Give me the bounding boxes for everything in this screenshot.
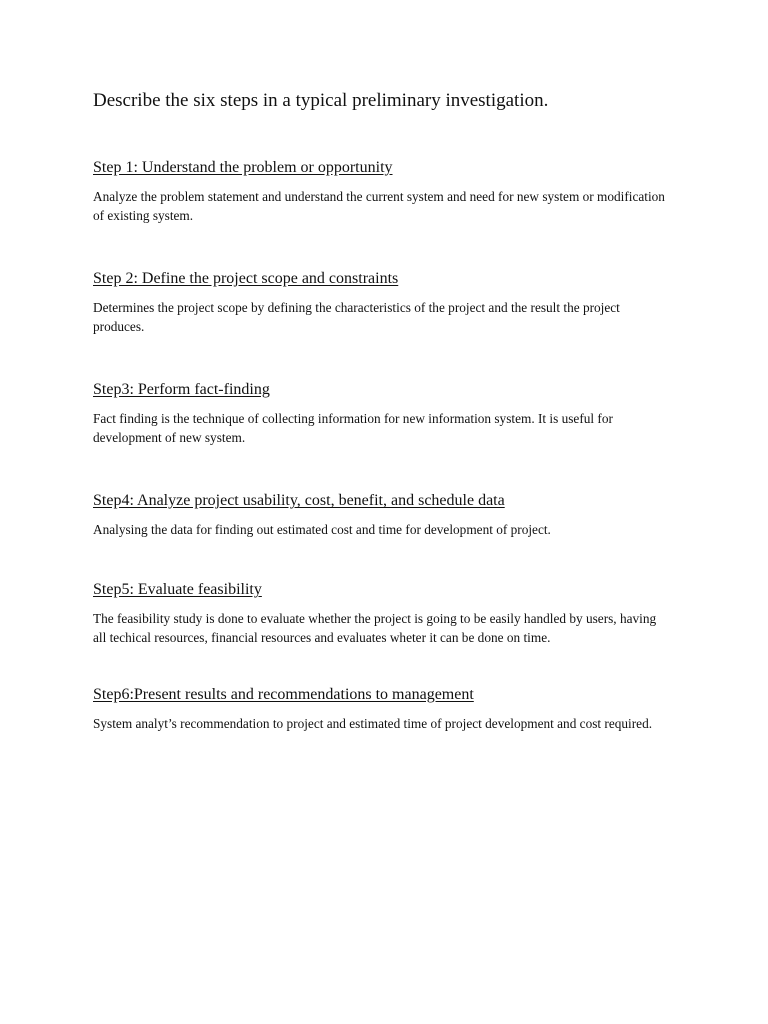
step-6-heading: Step6:Present results and recommendations to management — [93, 686, 474, 703]
step-5-body: The feasibility study is done to evaluate whether the project is going to be easily handled by users, having all techical resources, financial resources and evaluates wheter it can be done on time. — [93, 611, 657, 645]
step-2-heading: Step 2: Define the project scope and constraints — [93, 270, 399, 287]
step-4-section — [93, 491, 673, 539]
step-6-section — [93, 685, 673, 733]
document-title: Describe the six steps in a typical preliminary investigation. — [93, 90, 549, 111]
document-page — [93, 88, 673, 733]
step-1-heading: Step 1: Understand the problem or opportunity — [93, 159, 393, 176]
step-1-section — [93, 158, 673, 225]
step-2-section — [93, 269, 673, 336]
step-2-body: Determines the project scope by defining the characteristics of the project and the result the project produces. — [93, 300, 620, 334]
step-1-body: Analyze the problem statement and understand the current system and need for new system or modification of existing system. — [93, 189, 665, 223]
step-5-heading: Step5: Evaluate feasibility — [93, 581, 262, 598]
step-5-section — [93, 580, 673, 647]
step-3-body: Fact finding is the technique of collecting information for new information system. It is useful for development of new system. — [93, 411, 613, 445]
step-3-section — [93, 380, 673, 447]
step-6-body: System analyt’s recommendation to project and estimated time of project development and cost required. — [93, 716, 653, 731]
step-4-body: Analysing the data for finding out estimated cost and time for development of project. — [93, 522, 551, 537]
step-3-heading: Step3: Perform fact-finding — [93, 381, 270, 398]
step-4-heading: Step4: Analyze project usability, cost, benefit, and schedule data — [93, 492, 505, 509]
